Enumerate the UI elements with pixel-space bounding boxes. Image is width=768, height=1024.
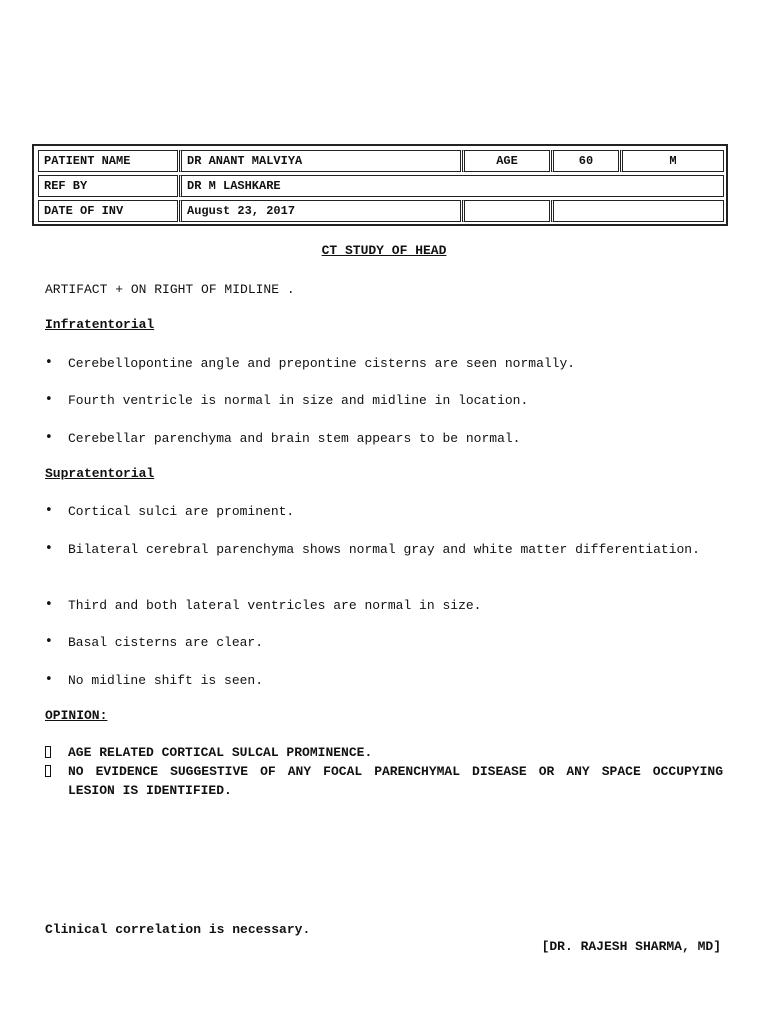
bullet-icon: •	[45, 392, 53, 407]
sex-value: M	[620, 150, 724, 172]
report-title: CT STUDY OF HEAD	[321, 243, 447, 258]
list-item: • No midline shift is seen.	[45, 672, 264, 688]
ref-by-value: DR M LASHKARE	[179, 175, 724, 197]
artifact-note: ARTIFACT + ON RIGHT OF MIDLINE .	[45, 282, 295, 297]
list-item: • Cerebellar parenchyma and brain stem appears to be normal.	[45, 430, 521, 446]
date-label: DATE OF INV	[38, 200, 178, 222]
supratentorial-heading: Supratentorial	[45, 466, 155, 481]
signature: [DR. RAJESH SHARMA, MD]	[541, 939, 721, 954]
opinion-heading: OPINION:	[45, 708, 108, 723]
checkbox-glyph-icon	[45, 746, 51, 758]
list-item: • Fourth ventricle is normal in size and midline in location.	[45, 392, 529, 408]
date-value: August 23, 2017	[179, 200, 461, 222]
bullet-icon: •	[45, 503, 53, 518]
bullet-icon: •	[45, 430, 53, 445]
bullet-icon: •	[45, 672, 53, 687]
patient-info-table	[32, 144, 728, 226]
empty-cell	[551, 200, 724, 222]
checkbox-glyph-icon	[45, 765, 51, 777]
list-item: • Cortical sulci are prominent.	[45, 503, 295, 519]
age-label: AGE	[462, 150, 550, 172]
ref-by-label: REF BY	[38, 175, 178, 197]
bullet-icon: •	[45, 634, 53, 649]
opinion-item: NO EVIDENCE SUGGESTIVE OF ANY FOCAL PARENCHYMAL DISEASE OR ANY SPACE OCCUPYING LESION IS IDENTIFIED.	[45, 763, 723, 800]
list-item: • Cerebellopontine angle and prepontine cisterns are seen normally.	[45, 355, 576, 371]
patient-name-value: DR ANANT MALVIYA	[179, 150, 461, 172]
list-item: • Third and both lateral ventricles are normal in size.	[45, 597, 482, 613]
list-item: • Bilateral cerebral parenchyma shows normal gray and white matter differentiation.	[45, 541, 700, 557]
opinion-item: AGE RELATED CORTICAL SULCAL PROMINENCE.	[45, 744, 723, 763]
infratentorial-heading: Infratentorial	[45, 317, 155, 332]
bullet-icon: •	[45, 541, 53, 556]
patient-name-label: PATIENT NAME	[38, 150, 178, 172]
empty-cell	[462, 200, 550, 222]
bullet-icon: •	[45, 355, 53, 370]
list-item: • Basal cisterns are clear.	[45, 634, 264, 650]
clinical-note: Clinical correlation is necessary.	[45, 922, 311, 937]
bullet-icon: •	[45, 597, 53, 612]
age-value: 60	[551, 150, 619, 172]
